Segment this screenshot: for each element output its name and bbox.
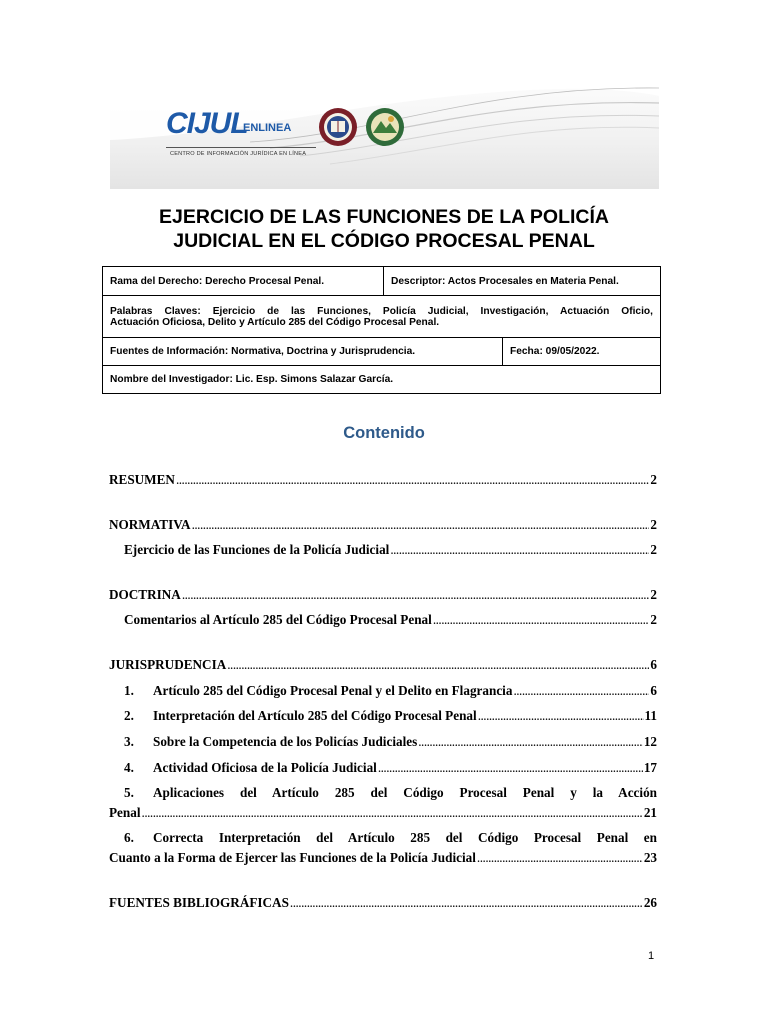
toc-page: 17 <box>643 760 657 775</box>
toc-entry-jurisprudencia-3[interactable] <box>124 732 657 752</box>
document-title <box>100 205 668 253</box>
university-seal-icon <box>318 107 358 147</box>
toc-entry-jurisprudencia-2[interactable] <box>124 706 657 726</box>
toc-label: NORMATIVA <box>109 517 191 532</box>
toc-number: 5. <box>124 785 134 800</box>
dot-leader <box>513 681 649 701</box>
toc-page: 2 <box>650 587 657 602</box>
title-line-1: EJERCICIO DE LAS FUNCIONES DE LA POLICÍA <box>159 206 609 228</box>
toc-page: 2 <box>650 517 657 532</box>
toc-heading: Contenido <box>343 424 425 442</box>
toc-number: 2. <box>124 708 134 723</box>
header-banner <box>110 78 659 189</box>
toc-number: 1. <box>124 683 134 698</box>
toc-label-line-1: Aplicaciones del Artículo 285 del Código Procesal Penal y la Acción <box>153 785 657 800</box>
toc-page: 11 <box>644 708 657 723</box>
toc-number: 6. <box>124 830 134 845</box>
palabras-claves-line-1: Palabras Claves: Ejercicio de las Funciones, Policía Judicial, Investigación, Actuación Oficio, <box>110 305 653 317</box>
toc-entry-normativa-ejercicio[interactable] <box>124 540 657 560</box>
dot-leader <box>390 540 649 560</box>
toc-page: 12 <box>643 734 657 749</box>
toc-page: 26 <box>643 895 657 910</box>
dot-leader <box>142 803 643 823</box>
rama-cell: Rama del Derecho: Derecho Procesal Penal. <box>103 267 384 296</box>
dot-leader <box>378 758 643 778</box>
toc-label-line-2: Penal <box>109 805 141 820</box>
toc-label: FUENTES BIBLIOGRÁFICAS <box>109 895 289 910</box>
toc-label: DOCTRINA <box>109 587 181 602</box>
cijul-logo-text: CIJUL <box>166 107 248 140</box>
toc-label-line-2: Cuanto a la Forma de Ejercer las Funciones de la Policía Judicial <box>109 850 476 865</box>
dot-leader <box>433 610 650 630</box>
toc-page: 6 <box>650 683 657 698</box>
toc-page: 21 <box>643 805 657 820</box>
descriptor-cell: Descriptor: Actos Procesales en Materia Penal. <box>384 267 661 296</box>
title-line-2: JUDICIAL EN EL CÓDIGO PROCESAL PENAL <box>173 230 595 252</box>
toc-entry-jurisprudencia-6[interactable] <box>109 828 657 868</box>
toc-label-line-1: Correcta Interpretación del Artículo 285 del Código Procesal Penal en <box>153 830 657 845</box>
metadata-table <box>102 266 661 394</box>
fuentes-cell: Fuentes de Información: Normativa, Doctrina y Jurisprudencia. <box>103 338 503 366</box>
toc-label: Sobre la Competencia de los Policías Judiciales <box>153 734 418 749</box>
palabras-claves-line-2: Actuación Oficiosa, Delito y Artículo 285 del Código Procesal Penal. <box>110 316 440 328</box>
toc-label: JURISPRUDENCIA <box>109 657 227 672</box>
toc-page: 2 <box>650 542 657 557</box>
toc-entry-doctrina[interactable] <box>109 585 657 605</box>
toc-page: 23 <box>643 850 657 865</box>
toc-entry-jurisprudencia-1[interactable] <box>124 681 657 701</box>
toc-label: Artículo 285 del Código Procesal Penal y el Delito en Flagrancia <box>153 683 513 698</box>
toc-entry-jurisprudencia-4[interactable] <box>124 758 657 778</box>
toc-entry-jurisprudencia-5[interactable] <box>109 783 657 823</box>
page-number: 1 <box>648 950 655 962</box>
investigador-cell: Nombre del Investigador: Lic. Esp. Simons Salazar García. <box>103 366 661 394</box>
dot-leader <box>478 706 644 726</box>
toc-page: 2 <box>650 472 657 487</box>
logo-divider <box>166 147 316 148</box>
toc-entry-fuentes[interactable] <box>109 893 657 913</box>
dot-leader <box>176 470 649 490</box>
toc-label: RESUMEN <box>109 472 175 487</box>
toc-label: Interpretación del Artículo 285 del Código Procesal Penal <box>153 708 477 723</box>
dot-leader <box>192 515 650 535</box>
colegio-seal-icon <box>365 107 405 147</box>
dot-leader <box>418 732 643 752</box>
palabras-claves-cell <box>103 296 661 338</box>
toc-entry-resumen[interactable] <box>109 470 657 490</box>
enlinea-logo-text: ENLINEA <box>243 122 292 134</box>
toc-number: 4. <box>124 760 134 775</box>
dot-leader <box>290 893 643 913</box>
logo-tagline: CENTRO DE INFORMACIÓN JURÍDICA EN LÍNEA <box>170 151 307 157</box>
dot-leader <box>227 655 649 675</box>
toc-label: Comentarios al Artículo 285 del Código Procesal Penal <box>124 612 432 627</box>
toc-entry-jurisprudencia[interactable] <box>109 655 657 675</box>
toc-label: Ejercicio de las Funciones de la Policía Judicial <box>124 542 390 557</box>
toc-page: 2 <box>650 612 657 627</box>
toc-entry-doctrina-comentarios[interactable] <box>124 610 657 630</box>
toc-label: Actividad Oficiosa de la Policía Judicial <box>153 760 377 775</box>
toc-number: 3. <box>124 734 134 749</box>
toc-entry-normativa[interactable] <box>109 515 657 535</box>
toc-page: 6 <box>650 657 657 672</box>
dot-leader <box>182 585 650 605</box>
dot-leader <box>477 848 643 868</box>
fecha-cell: Fecha: 09/05/2022. <box>503 338 661 366</box>
